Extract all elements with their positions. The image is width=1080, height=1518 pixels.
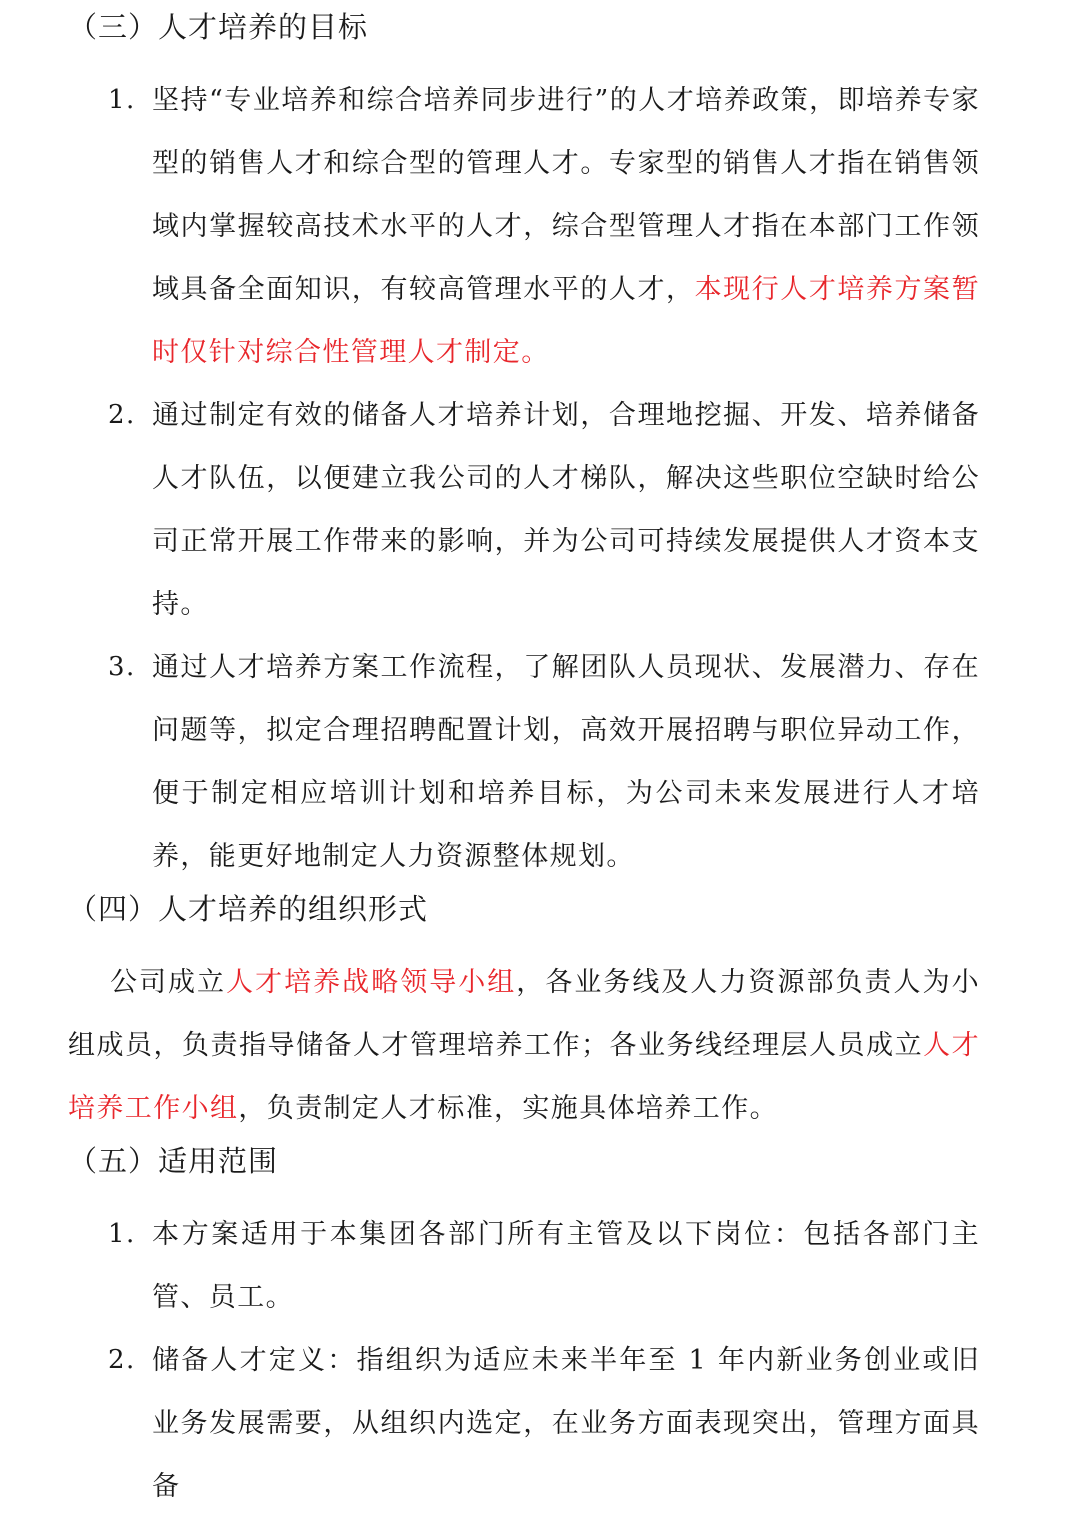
paragraph-text: 公司成立 [110,967,227,998]
item-number: 2. [108,1345,136,1375]
highlighted-text: 本现行人才培养方案暂时仅针对综合性管理人才制定。 [152,274,981,368]
item-text: 储备人才定义：指组织为适应未来半年至 1 年内新业务创业或旧业务发展需要，从组织内选定，在业务方面表现突出，管理方面具备 [152,1345,980,1502]
section-4-heading: （四）人才培养的组织形式 [68,892,429,926]
section-5-heading: （五）适用范围 [68,1144,279,1178]
paragraph-text: ，负责制定人才标准，实施具体培养工作。 [238,1093,779,1124]
paragraph-text: ，各业务线及人力资源部负责人为小组成员，负责指导储备人才管理培养工作；各业务线经理层人员成立 [68,967,980,1061]
item-number: 3. [108,652,136,682]
section-3-heading: （三）人才培养的目标 [68,10,369,44]
highlighted-text: 人才培养工作小组 [68,1030,980,1124]
item-text: 本方案适用于本集团各部门所有主管及以下岗位：包括各部门主管、员工。 [152,1219,980,1313]
item-text: 通过人才培养方案工作流程，了解团队人员现状、发展潜力、存在问题等，拟定合理招聘配置计划，高效开展招聘与职位异动工作，便于制定相应培训计划和培养目标，为公司未来发展进行人才培养，能更好地制定人力资源整体规划。 [152,652,980,872]
item-text: 坚持“专业培养和综合培养同步进行”的人才培养政策，即培养专家型的销售人才和综合型的管理人才。专家型的销售人才指在销售领域内掌握较高技术水平的人才，综合型管理人才指在本部门工作领域具备全面知识，有较高管理水平的人才， [152,85,980,305]
highlighted-text: 人才培养战略领导小组 [226,967,517,998]
section-3-item-3 [68,636,980,888]
section-5-item-2 [68,1329,980,1518]
item-text: 通过制定有效的储备人才培养计划，合理地挖掘、开发、培养储备人才队伍，以便建立我公司的人才梯队，解决这些职位空缺时给公司正常开展工作带来的影响，并为公司可持续发展提供人才资本支持。 [152,400,980,620]
section-3-item-2 [68,384,980,636]
item-number: 1. [108,1219,136,1249]
section-5-item-1 [68,1203,980,1329]
section-4-paragraph [68,951,980,1140]
section-3-item-1 [68,69,980,384]
item-number: 1. [108,85,136,115]
item-number: 2. [108,400,136,430]
